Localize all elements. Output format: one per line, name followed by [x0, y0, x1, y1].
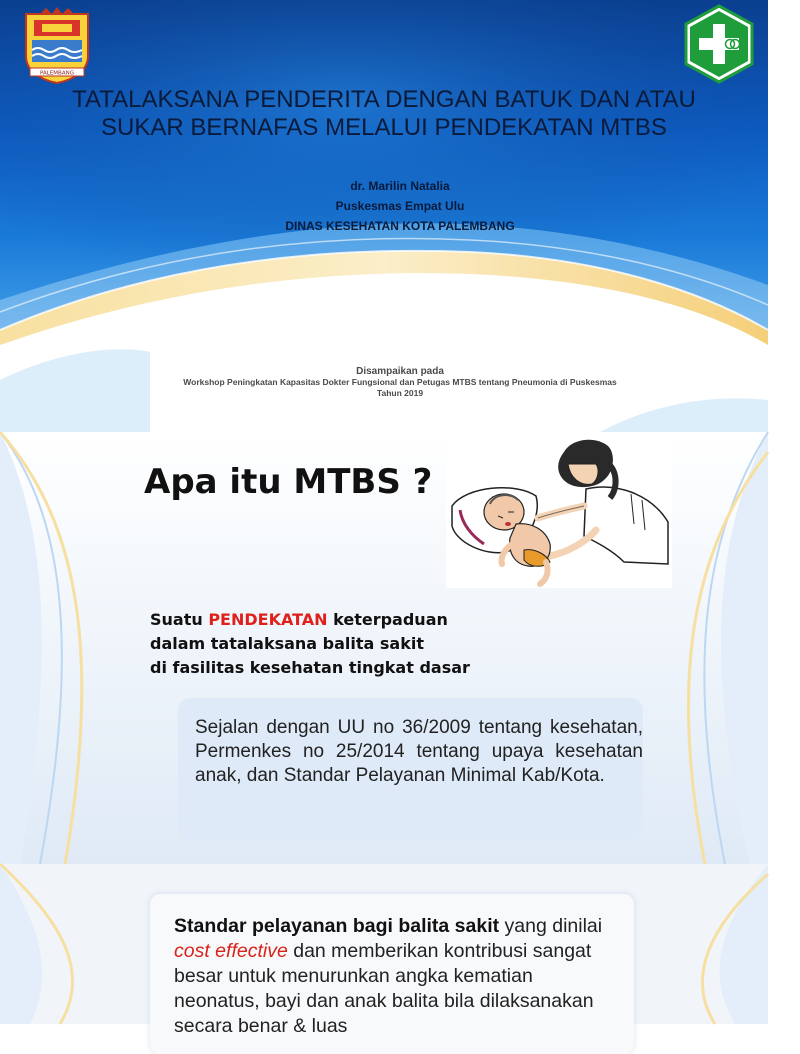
presentation-title: [0, 86, 768, 142]
slide-heading: Apa itu MTBS ?: [144, 462, 433, 502]
service-standard-text-2: dan memberikan kontribusi sangat besar untuk menurunkan angka kematian neonatus, bayi dan anak balita bila dilaksanakan secara benar & luas: [174, 940, 594, 1037]
definition-line-1: [150, 608, 470, 632]
nurse-baby-illustration: [446, 434, 672, 588]
regulation-info-box: [178, 698, 643, 841]
definition-suffix: keterpaduan: [327, 610, 448, 629]
title-slide: [0, 0, 768, 432]
palembang-emblem-logo: [22, 8, 92, 84]
author-block: [0, 176, 800, 236]
puskesmas-cross-logo: [682, 4, 756, 84]
title-line-2: SUKAR BERNAFAS MELALUI PENDEKATAN MTBS: [101, 114, 667, 141]
event-year: Tahun 2019: [376, 388, 424, 398]
title-line-1: TATALAKSANA PENDERITA DENGAN BATUK DAN ATAU: [72, 86, 696, 113]
definition-line-3: di fasilitas kesehatan tingkat dasar: [150, 658, 470, 677]
definition-prefix: Suatu: [150, 610, 209, 629]
cost-effective-term: cost effective: [174, 940, 288, 962]
service-standard-text: [174, 914, 614, 1039]
presented-at-label: Disampaikan pada: [356, 366, 444, 377]
author-name: dr. Marilin Natalia: [350, 179, 450, 193]
definition-highlight: PENDEKATAN: [208, 610, 328, 629]
logo-motto-text: PALEMBANG: [40, 70, 74, 77]
regulation-text: Sejalan dengan UU no 36/2009 tentang kesehatan, Permenkes no 25/2014 tentang upaya kesehatan anak, dan Standar Pelayanan Minimal Kab/Kota.: [195, 717, 643, 786]
service-standard-bold: Standar pelayanan bagi balita sakit: [174, 915, 500, 937]
author-organization: Puskesmas Empat Ulu: [335, 199, 465, 213]
service-standard-text-1: yang dinilai: [499, 915, 603, 937]
author-department: DINAS KESEHATAN KOTA PALEMBANG: [285, 219, 515, 233]
event-info: [0, 366, 800, 399]
what-is-mtbs-slide: [0, 432, 768, 864]
event-name: Workshop Peningkatan Kapasitas Dokter Fungsional dan Petugas MTBS tentang Pneumonia di Puskesmas: [183, 377, 617, 387]
mtbs-definition: [150, 608, 470, 680]
definition-line-2: dalam tatalaksana balita sakit: [150, 634, 424, 653]
service-standard-slide: [0, 864, 768, 1037]
